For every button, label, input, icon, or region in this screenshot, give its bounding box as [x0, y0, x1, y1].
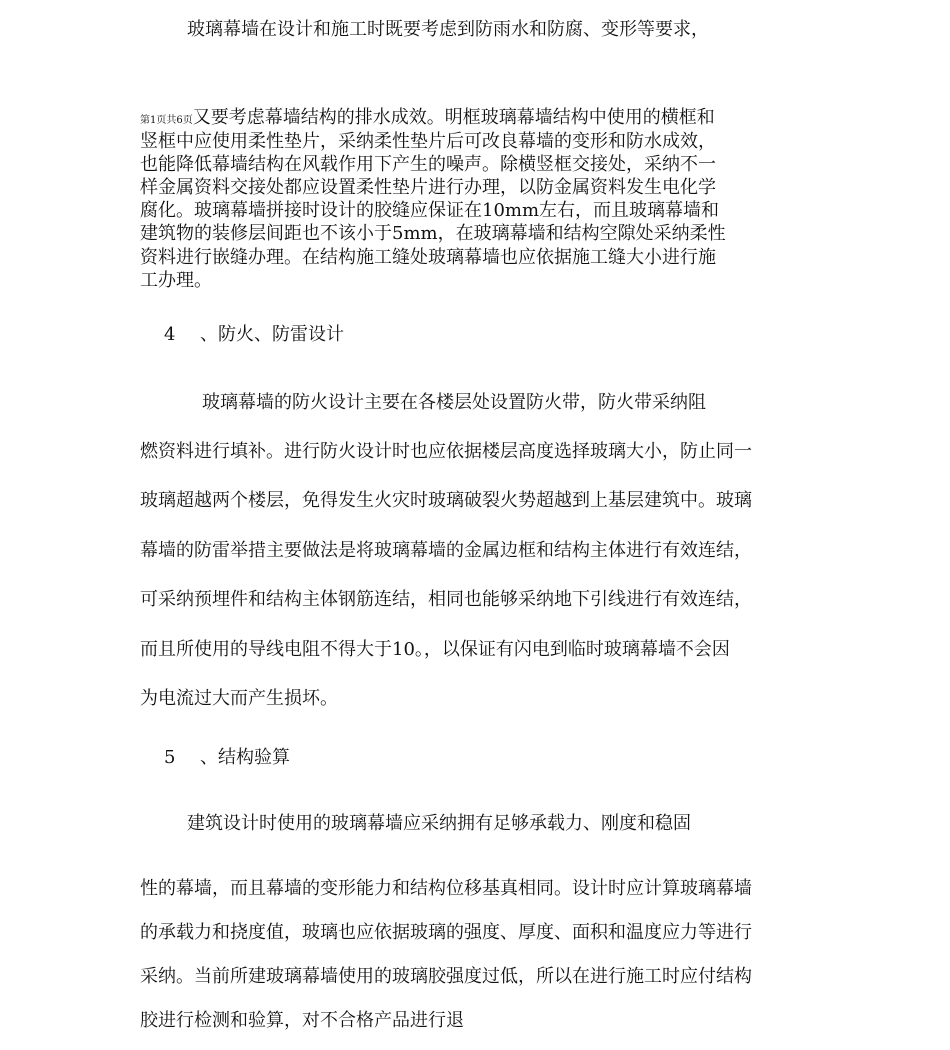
paragraph-line: 的承载力和挠度值，玻璃也应依据玻璃的强度、厚度、面积和温度应力等进行 [140, 922, 752, 943]
paragraph-line: 腐化。玻璃幕墙拼接时设计的胶缝应保证在10mm左右，而且玻璃幕墙和 [140, 200, 720, 221]
section-number: 5 [164, 747, 176, 768]
paragraph-line: 玻璃幕墙在设计和施工时既要考虑到防雨水和防腐、变形等要求， [187, 19, 709, 40]
section-title: 、防火、防雷设计 [200, 324, 344, 345]
paragraph-line: 工办理。 [140, 270, 212, 291]
paragraph-line: 样金属资料交接处都应设置柔性垫片进行办理，以防金属资料发生电化学 [140, 177, 716, 198]
paragraph-line: 玻璃幕墙的防火设计主要在各楼层处设置防火带，防火带采纳阻 [202, 392, 706, 413]
section-number: 4 [164, 324, 176, 345]
paragraph-line: 采纳。当前所建玻璃幕墙使用的玻璃胶强度过低，所以在进行施工时应付结构 [140, 966, 752, 987]
section-title: 、结构验算 [200, 747, 290, 768]
paragraph-line: 幕墙的防雷举措主要做法是将玻璃幕墙的金属边框和结构主体进行有效连结， [140, 540, 752, 561]
paragraph-line: 玻璃超越两个楼层，免得发生火灾时玻璃破裂火势超越到上基层建筑中。玻璃 [140, 490, 752, 511]
paragraph-line: 建筑设计时使用的玻璃幕墙应采纳拥有足够承载力、刚度和稳固 [187, 813, 691, 834]
section-heading [164, 324, 344, 346]
paragraph-line: 也能降低幕墙结构在风载作用下产生的噪声。除横竖框交接处，采纳不一 [140, 154, 716, 175]
paragraph-line: 性的幕墙，而且幕墙的变形能力和结构位移基真相同。设计时应计算玻璃幕墙 [140, 878, 752, 899]
paragraph-line: 资料进行嵌缝办理。在结构施工缝处玻璃幕墙也应依据施工缝大小进行施 [140, 247, 716, 268]
paragraph-line [140, 107, 715, 129]
paragraph-line: 建筑物的装修层间距也不该小于5mm，在玻璃幕墙和结构空隙处采纳柔性 [140, 223, 726, 244]
paragraph-line: 燃资料进行填补。进行防火设计时也应依据楼层高度选择玻璃大小，防止同一 [140, 441, 752, 462]
paragraph-line: 竖框中应使用柔性垫片，采纳柔性垫片后可改良幕墙的变形和防水成效， [140, 131, 716, 152]
paragraph-line: 而且所使用的导线电阻不得大于10。，以保证有闪电到临时玻璃幕墙不会因 [140, 639, 730, 660]
paragraph-line-text: 又要考虑幕墙结构的排水成效。明框玻璃幕墙结构中使用的横框和 [192, 107, 715, 128]
paragraph-line: 可采纳预埋件和结构主体钢筋连结，相同也能够采纳地下引线进行有效连结， [140, 589, 752, 610]
paragraph-line: 为电流过大而产生损坏。 [140, 688, 338, 709]
page-marker: 第1页共6页 [140, 115, 193, 126]
paragraph-line: 胶进行检测和验算，对不合格产品进行退 [140, 1010, 464, 1031]
section-heading [164, 747, 290, 769]
